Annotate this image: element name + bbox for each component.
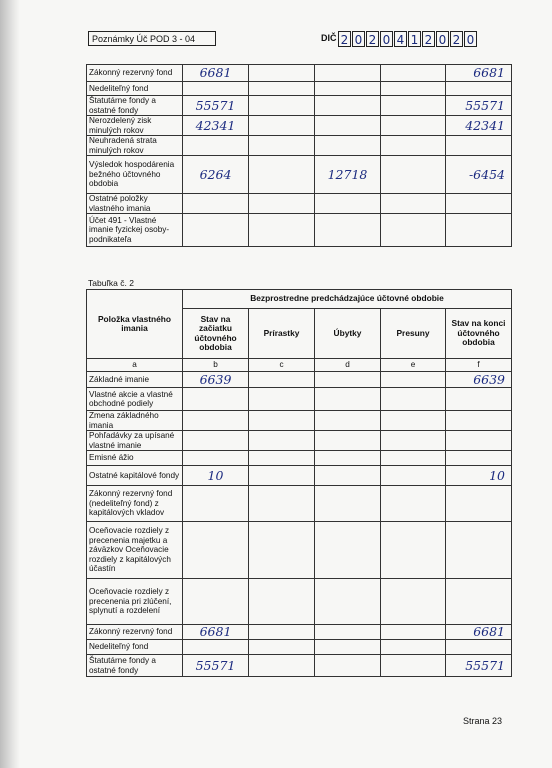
value-cell-pres	[381, 156, 446, 194]
value-cell-start	[183, 388, 249, 411]
value-cell-sub	[315, 96, 381, 116]
value-cell-end	[446, 136, 512, 156]
value-cell-pres	[381, 431, 446, 451]
value-cell-add	[249, 522, 315, 579]
value-cell-start	[183, 486, 249, 522]
row-label: Štatutárne fondy a ostatné fondy	[87, 96, 183, 116]
row-label: Oceňovacie rozdiely z precenenia pri zlúčení, splynutí a rozdelení	[87, 579, 183, 625]
value-cell-end	[446, 522, 512, 579]
value-cell-end: -6454	[446, 156, 512, 194]
value-cell-sub	[315, 214, 381, 247]
value-cell-start	[183, 82, 249, 96]
value-cell-start	[183, 214, 249, 247]
page-binding-edge	[0, 0, 20, 768]
value-cell-pres	[381, 194, 446, 214]
value-cell-pres	[381, 388, 446, 411]
value-cell-end: 10	[446, 466, 512, 486]
value-cell-sub	[315, 451, 381, 466]
dic-digit: 2	[422, 31, 435, 47]
value-cell-add	[249, 451, 315, 466]
dic-number	[338, 31, 478, 47]
value-cell-end	[446, 194, 512, 214]
dic-label: DIČ	[321, 33, 337, 43]
table-row	[87, 116, 512, 136]
table-row	[87, 625, 512, 640]
row-label: Nerozdelený zisk minulých rokov	[87, 116, 183, 136]
value-cell-add	[249, 431, 315, 451]
dic-digit: 2	[450, 31, 463, 47]
row-label: Účet 491 - Vlastné imanie fyzickej osoby-podnikateľa	[87, 214, 183, 247]
value-cell-end	[446, 411, 512, 431]
row-label: Nedeliteľný fond	[87, 82, 183, 96]
column-letter: f	[446, 359, 512, 372]
value-cell-add	[249, 411, 315, 431]
value-cell-sub	[315, 640, 381, 655]
value-cell-sub	[315, 116, 381, 136]
row-label: Zmena základného imania	[87, 411, 183, 431]
table-row	[87, 65, 512, 82]
table-row	[87, 579, 512, 625]
value-cell-end	[446, 388, 512, 411]
value-cell-add	[249, 96, 315, 116]
value-cell-add	[249, 655, 315, 677]
value-cell-pres	[381, 640, 446, 655]
row-label: Pohľadávky za upísané vlastné imanie	[87, 431, 183, 451]
value-cell-add	[249, 625, 315, 640]
value-cell-start	[183, 579, 249, 625]
value-cell-add	[249, 372, 315, 388]
value-cell-start: 55571	[183, 655, 249, 677]
value-cell-end	[446, 640, 512, 655]
form-label: Poznámky Úč POD 3 - 04	[88, 31, 216, 46]
value-cell-add	[249, 486, 315, 522]
column-header-additions: Prírastky	[249, 309, 315, 359]
table-row	[87, 388, 512, 411]
value-cell-add	[249, 82, 315, 96]
value-cell-sub	[315, 82, 381, 96]
value-cell-pres	[381, 214, 446, 247]
row-label: Zákonný rezervný fond	[87, 65, 183, 82]
column-header-start: Stav na začiatku účtovného obdobia	[183, 309, 249, 359]
value-cell-pres	[381, 486, 446, 522]
row-label: Vlastné akcie a vlastné obchodné podiely	[87, 388, 183, 411]
column-letter: d	[315, 359, 381, 372]
value-cell-sub	[315, 388, 381, 411]
table-row	[87, 451, 512, 466]
value-cell-end	[446, 451, 512, 466]
table-row	[87, 372, 512, 388]
value-cell-add	[249, 388, 315, 411]
dic-digit: 4	[394, 31, 407, 47]
value-cell-sub	[315, 194, 381, 214]
value-cell-start: 6264	[183, 156, 249, 194]
value-cell-start: 6639	[183, 372, 249, 388]
table-row	[87, 194, 512, 214]
value-cell-start	[183, 640, 249, 655]
value-cell-end: 6681	[446, 625, 512, 640]
value-cell-start: 10	[183, 466, 249, 486]
row-label: Štatutárne fondy a ostatné fondy	[87, 655, 183, 677]
value-cell-start	[183, 411, 249, 431]
value-cell-pres	[381, 65, 446, 82]
dic-digit: 0	[464, 31, 477, 47]
value-cell-pres	[381, 82, 446, 96]
value-cell-sub	[315, 625, 381, 640]
column-header-end: Stav na konci účtovného obdobia	[446, 309, 512, 359]
value-cell-sub	[315, 411, 381, 431]
page-number: Strana 23	[463, 716, 503, 726]
value-cell-pres	[381, 372, 446, 388]
table-row	[87, 96, 512, 116]
table-row	[87, 82, 512, 96]
table-row	[87, 431, 512, 451]
value-cell-add	[249, 194, 315, 214]
table-row	[87, 411, 512, 431]
row-label: Základné imanie	[87, 372, 183, 388]
row-label: Neuhradená strata minulých rokov	[87, 136, 183, 156]
value-cell-start	[183, 194, 249, 214]
table-row	[87, 655, 512, 677]
value-cell-start	[183, 522, 249, 579]
value-cell-end: 6639	[446, 372, 512, 388]
value-cell-add	[249, 214, 315, 247]
value-cell-pres	[381, 411, 446, 431]
group-header: Bezprostredne predchádzajúce účtovné obdobie	[183, 290, 512, 309]
dic-digit: 2	[338, 31, 351, 47]
table-row	[87, 466, 512, 486]
value-cell-start	[183, 136, 249, 156]
value-cell-sub: 12718	[315, 156, 381, 194]
value-cell-pres	[381, 625, 446, 640]
value-cell-end	[446, 214, 512, 247]
value-cell-add	[249, 466, 315, 486]
table-row	[87, 136, 512, 156]
table-caption: Tabuľka č. 2	[88, 278, 134, 288]
equity-table-current	[86, 64, 512, 247]
value-cell-end: 55571	[446, 96, 512, 116]
value-cell-end	[446, 579, 512, 625]
value-cell-sub	[315, 372, 381, 388]
value-cell-end	[446, 486, 512, 522]
column-letter: c	[249, 359, 315, 372]
value-cell-pres	[381, 116, 446, 136]
value-cell-sub	[315, 486, 381, 522]
value-cell-sub	[315, 655, 381, 677]
column-header-reductions: Úbytky	[315, 309, 381, 359]
table-row	[87, 486, 512, 522]
row-label: Oceňovacie rozdiely z precenenia majetku a záväzkov Oceňovacie rozdiely z kapitálových účastín	[87, 522, 183, 579]
row-label: Zákonný rezervný fond (nedeliteľný fond) z kapitálových vkladov	[87, 486, 183, 522]
value-cell-start: 6681	[183, 625, 249, 640]
column-letter: b	[183, 359, 249, 372]
value-cell-pres	[381, 579, 446, 625]
table-row	[87, 640, 512, 655]
dic-digit: 2	[366, 31, 379, 47]
value-cell-add	[249, 156, 315, 194]
value-cell-end	[446, 82, 512, 96]
value-cell-add	[249, 579, 315, 625]
column-header-transfers: Presuny	[381, 309, 446, 359]
column-header-item: Položka vlastného imania	[87, 290, 183, 359]
value-cell-pres	[381, 522, 446, 579]
value-cell-add	[249, 116, 315, 136]
column-letter: e	[381, 359, 446, 372]
value-cell-start: 55571	[183, 96, 249, 116]
value-cell-end: 42341	[446, 116, 512, 136]
row-label: Nedeliteľný fond	[87, 640, 183, 655]
equity-table-previous	[86, 289, 512, 677]
value-cell-sub	[315, 522, 381, 579]
row-label: Zákonný rezervný fond	[87, 625, 183, 640]
dic-digit: 0	[436, 31, 449, 47]
table-row	[87, 522, 512, 579]
value-cell-start: 6681	[183, 65, 249, 82]
row-label: Ostatné kapitálové fondy	[87, 466, 183, 486]
value-cell-pres	[381, 451, 446, 466]
value-cell-sub	[315, 431, 381, 451]
value-cell-start	[183, 451, 249, 466]
value-cell-start: 42341	[183, 116, 249, 136]
dic-digit: 0	[352, 31, 365, 47]
value-cell-add	[249, 136, 315, 156]
row-label: Emisné ážio	[87, 451, 183, 466]
value-cell-end: 6681	[446, 65, 512, 82]
value-cell-sub	[315, 579, 381, 625]
value-cell-sub	[315, 466, 381, 486]
dic-digit: 1	[408, 31, 421, 47]
value-cell-add	[249, 640, 315, 655]
value-cell-pres	[381, 466, 446, 486]
value-cell-add	[249, 65, 315, 82]
value-cell-pres	[381, 96, 446, 116]
dic-digit: 0	[380, 31, 393, 47]
value-cell-pres	[381, 136, 446, 156]
row-label: Ostatné položky vlastného imania	[87, 194, 183, 214]
column-letter: a	[87, 359, 183, 372]
value-cell-end: 55571	[446, 655, 512, 677]
value-cell-sub	[315, 136, 381, 156]
table-row	[87, 156, 512, 194]
value-cell-start	[183, 431, 249, 451]
value-cell-sub	[315, 65, 381, 82]
table-row	[87, 214, 512, 247]
value-cell-pres	[381, 655, 446, 677]
row-label: Výsledok hospodárenia bežného účtovného obdobia	[87, 156, 183, 194]
value-cell-end	[446, 431, 512, 451]
